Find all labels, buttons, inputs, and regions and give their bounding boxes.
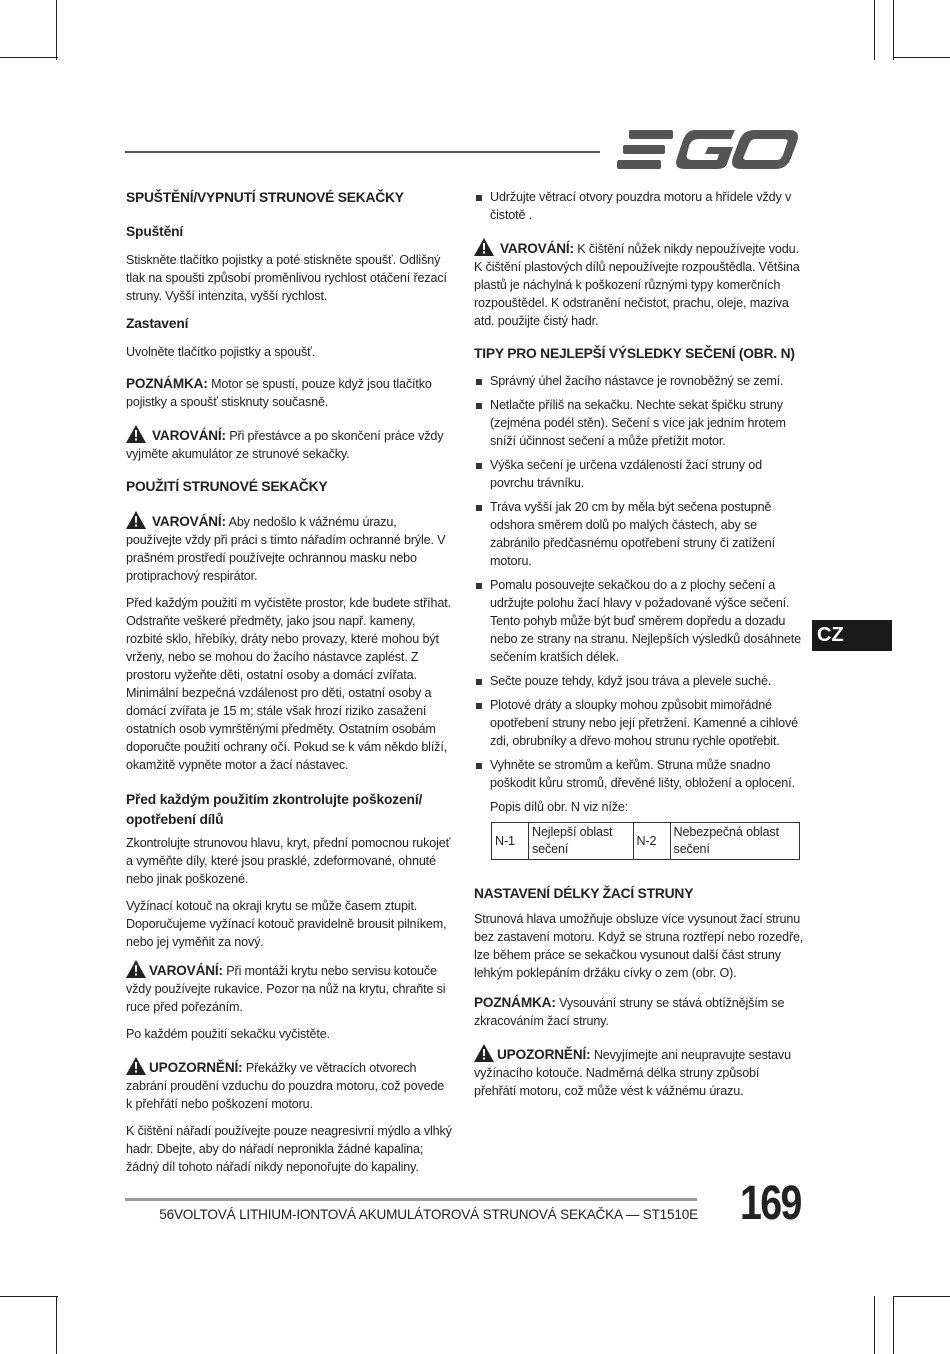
crop-mark	[893, 1296, 894, 1354]
footer-title: 56VOLTOVÁ LITHIUM-IONTOVÁ AKUMULÁTOROVÁ STRUNOVÁ SEKAČKA — ST1510E	[159, 1207, 698, 1222]
list-item: Plotové dráty a sloupky mohou způsobit mimořádné opotřebení struny nebo její přetržení. Kamenné a cihlové zdi, obrubníky a dřevo mohou strunu rychle opotřebit.	[474, 696, 804, 750]
inspect-paragraph: Zkontrolujte strunovou hlavu, kryt, přední pomocnou rukojeť a vyměňte díly, které jsou prasklé, zdeformované, ohnuté nebo jinak poškozené.	[126, 836, 451, 886]
section-title-use: POUŽITÍ STRUNOVÉ SEKAČKY	[126, 479, 328, 494]
caution-label: UPOZORNĚNÍ:	[149, 1060, 243, 1075]
crop-mark	[874, 1296, 875, 1354]
warning-triangle-icon	[474, 238, 494, 256]
note-motor	[126, 375, 452, 411]
warning-triangle-icon	[126, 511, 146, 529]
list-item: Výška sečení je určena vzdáleností žací struny od povrchu trávníku.	[474, 456, 804, 492]
stop-paragraph: Uvolněte tlačítko pojistky a spoušť.	[126, 345, 316, 359]
header-rule	[125, 151, 600, 153]
subheading-inspect: Před každým použitím zkontrolujte poškození/ opotřebení dílů	[126, 792, 423, 827]
start-paragraph: Stiskněte tlačítko pojistky a poté stiskněte spoušť. Odlišný tlak na spoušti způsobí proměnlivou rychlost otáčení řezací struny. Vyšší intenzita, vyšší rychlost.	[126, 253, 447, 303]
note-label: POZNÁMKA:	[474, 995, 556, 1010]
subheading-stop: Zastavení	[126, 316, 189, 331]
list-item: Vyhněte se stromům a keřům. Struna může snadno poškodit kůru stromů, dřevěné lišty, obložení a oplocení.	[474, 756, 804, 792]
section-title-start-stop: SPUŠTĚNÍ/VYPNUTÍ STRUNOVÉ SEKAČKY	[126, 190, 404, 205]
language-tab: CZ	[812, 620, 892, 651]
warning-goggles	[126, 511, 452, 585]
blade-paragraph: Vyžínací kotouč na okraji krytu se může časem ztupit. Doporučujeme vyžínací kotouč pravidelně brousit pilníkem, nebo jej vyměňit za nový.	[126, 899, 447, 949]
warning-water	[474, 238, 804, 330]
crop-mark	[874, 0, 875, 60]
footer-rule	[125, 1198, 697, 1201]
table-cell: Nebezpečná oblast sečení	[670, 823, 799, 860]
tips-list	[474, 372, 804, 792]
crop-mark	[56, 1296, 57, 1354]
crop-mark	[893, 0, 894, 60]
list-item: Správný úhel žacího nástavce je rovnoběžný se zemí.	[474, 372, 804, 390]
parts-table	[491, 822, 800, 860]
list-item: Sečte pouze tehdy, když jsou tráva a plevele suché.	[474, 672, 804, 690]
warning-text: K čištění nůžek nikdy nepoužívejte vodu. K čištění plastových dílů nepoužívejte rozpouštědla. Většina plastů je náchylná k poškození různými typy komerčních rozpouštědel. K odstranění nečistot, prachu, oleje, maziva atd. použijte čistý hadr.	[474, 242, 800, 328]
table-row	[492, 823, 800, 860]
crop-mark	[893, 57, 950, 58]
clear-area-paragraph: Před každým použití m vyčistěte prostor, kde budete stříhat. Odstraňte veškeré předměty, jako jsou např. kameny, rozbité sklo, hřebíky, dráty nebo provazy, které mohou být vrženy, nebo se mohou do žacího nástavce zaplést. Z prostoru vyžeňte děti, ostatní osoby a domácí zvířata. Minimální bezpečná vzdálenost pro děti, ostatní osoby a domácí zvířata je 15 m; stále však hrozí riziko zasažení ostatních osob vymrštěnými předměty. Ostatním osobám doporučte použití ochrany očí. Pokud se k vám někdo blíží, okamžitě vypněte motor a žací nástavec.	[126, 596, 451, 772]
warning-label: VAROVÁNÍ:	[152, 428, 226, 443]
warning-text: Aby nedošlo k vážnému úrazu, používejte vždy při práci s tímto nářadím ochranné brýle. V prašném prostředí používejte ochrannou masku nebo protiprachový respirátor.	[126, 515, 446, 583]
parts-caption: Popis dílů obr. N viz níže:	[490, 800, 629, 814]
page-number: 169	[740, 1177, 801, 1230]
right-column	[474, 188, 804, 1109]
list-item: Netlačte příliš na sekačku. Nechte sekat špičku struny (zejména podél stěn). Sečení s více jak jedním hrotem sníží účinnost sečení a může přetížit motor.	[474, 396, 804, 450]
left-column	[126, 188, 452, 1185]
vent-bullet-list	[474, 188, 804, 224]
subheading-start: Spuštění	[126, 224, 184, 239]
table-cell: N-2	[633, 823, 670, 860]
caution-text: Překážky ve větracích otvorech zabrání proudění vzduchu do pouzdra motoru, což povede k přehřátí nebo poškození motoru.	[126, 1061, 445, 1111]
warning-battery	[126, 425, 452, 463]
note-label: POZNÁMKA:	[126, 376, 208, 391]
line-paragraph: Strunová hlava umožňuje obsluze více vysunout žací strunu bez zastavení motoru. Když se struna roztřepí nebo rozedře, lze během práce se sekačkou vysunout další část struny lehkým poklepáním držáku cívky o zem (obr. O).	[474, 912, 804, 980]
warning-label: VAROVÁNÍ:	[500, 241, 574, 256]
list-item: Udržujte větrací otvory pouzdra motoru a hřídele vždy v čistotě .	[474, 188, 804, 224]
warning-triangle-icon	[126, 960, 146, 978]
table-cell: N-1	[492, 823, 529, 860]
warning-gloves	[126, 960, 452, 1016]
note-text: Motor se spustí, pouze když jsou tlačítko pojistky a spoušť stisknuty současně.	[126, 377, 432, 409]
warning-triangle-icon	[126, 1057, 146, 1075]
caution-spool	[474, 1044, 804, 1100]
crop-mark	[893, 1296, 950, 1297]
section-title-tips: TIPY PRO NEJLEPŠÍ VÝSLEDKY SEČENÍ (OBR. N)	[474, 346, 795, 361]
ego-logo	[617, 128, 800, 172]
soap-paragraph: K čištění nářadí používejte pouze neagresivní mýdlo a vlhký hadr. Dbejte, aby do nářadí nepronikla žádné kapalina; žádný díl tohoto nářadí nikdy neponořujte do kapaliny.	[126, 1124, 452, 1174]
warning-label: VAROVÁNÍ:	[149, 963, 223, 978]
note-line	[474, 994, 804, 1030]
warning-triangle-icon	[474, 1044, 494, 1062]
crop-mark	[56, 0, 57, 60]
clean-paragraph: Po každém použití sekačku vyčistěte.	[126, 1027, 330, 1041]
note-text: Vysouvání struny se stává obtížnějším se zkracováním žací struny.	[474, 996, 785, 1028]
section-title-line: NASTAVENÍ DÉLKY ŽACÍ STRUNY	[474, 886, 694, 901]
table-cell: Nejlepší oblast sečení	[529, 823, 634, 860]
warning-text: Při montáži krytu nebo servisu kotouče vždy používejte rukavice. Pozor na nůž na krytu, chraňte si ruce před pořezáním.	[126, 964, 446, 1014]
crop-mark	[0, 57, 58, 58]
warning-label: VAROVÁNÍ:	[152, 514, 226, 529]
warning-triangle-icon	[126, 425, 146, 443]
caution-vents	[126, 1057, 452, 1113]
caution-text: Nevyjímejte ani neupravujte sestavu vyžínacího kotouče. Nadměrná délka struny způsobí přehřátí motoru, což může vést k vážnému úrazu.	[474, 1048, 791, 1098]
list-item: Tráva vyšší jak 20 cm by měla být sečena postupně odshora směrem dolů po malých částech, aby se zabránilo předčasnému opotřebení struny či zatížení motoru.	[474, 498, 804, 570]
caution-label: UPOZORNĚNÍ:	[497, 1047, 591, 1062]
warning-text: Při přestávce a po skončení práce vždy vyjměte akumulátor ze strunové sekačky.	[126, 429, 444, 461]
list-item: Pomalu posouvejte sekačkou do a z plochy sečení a udržujte polohu žací hlavy v požadované výšce sečení. Tento pohyb může být buď směrem dopředu a dozadu nebo ze strany na stranu. Nejlepších výsledků dosáhnete sečením kratších délek.	[474, 576, 804, 666]
crop-mark	[0, 1296, 58, 1297]
